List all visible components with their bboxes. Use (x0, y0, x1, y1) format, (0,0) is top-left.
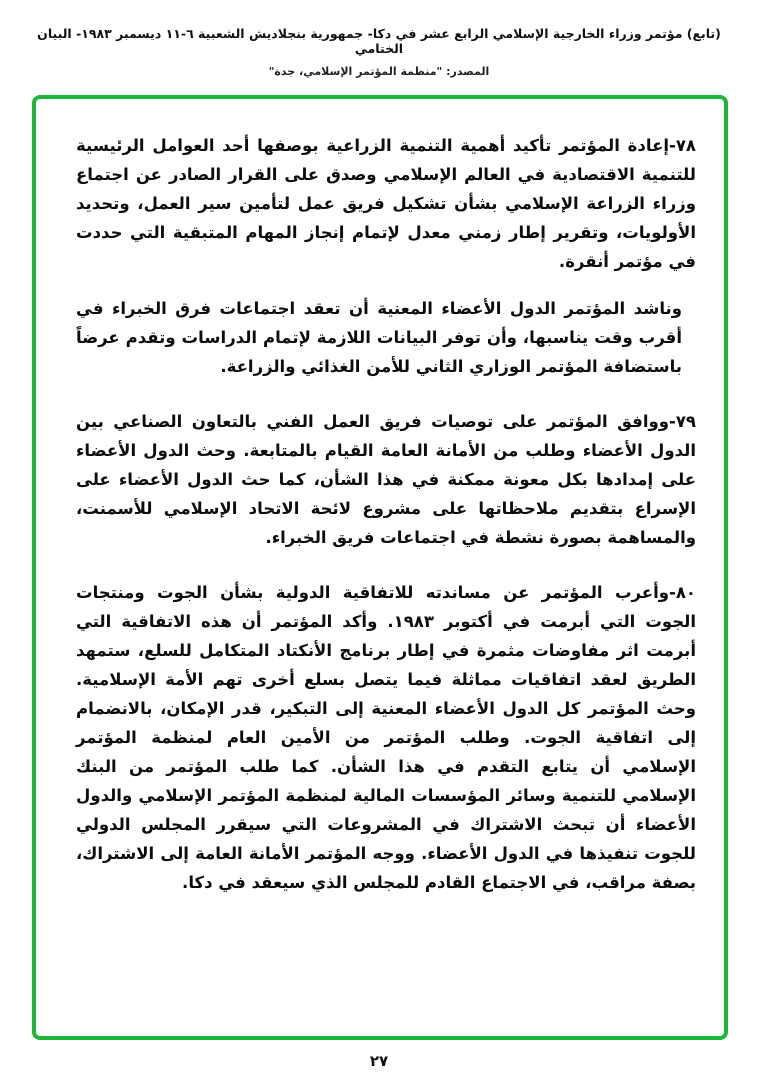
document-header (0, 0, 758, 78)
page-number: ٢٧ (369, 1052, 389, 1070)
header-title-line: (تابع) مؤتمر وزراء الخارجية الإسلامي الرابع عشر في دكا- جمهورية بنجلاديش الشعبية ٦-١١ ديسمبر ١٩٨٣- البيان الختامي (37, 26, 721, 56)
header-source-line: المصدر: "منظمة المؤتمر الإسلامي، جدة" (268, 65, 490, 78)
paragraph-79: ٧٩-ووافق المؤتمر على توصيات فريق العمل الفني بالتعاون الصناعي بين الدول الأعضاء وطلب من الأمانة العامة القيام بالمتابعة. وحث الدول الأعضاء على إمدادها بكل معونة ممكنة في هذا الشأن، كما حث الدول الأعضاء على الإسراع بتقديم ملاحظاتها على مشروع لائحة الاتحاد الإسلامي للأسمنت، والمساهمة بصورة نشطة في اجتماعات فريق الخبراء. (76, 412, 696, 547)
paragraph-78: ٧٨-إعادة المؤتمر تأكيد أهمية التنمية الزراعية بوصفها أحد العوامل الرئيسية للتنمية الاقتصادية في العالم الإسلامي وصدق على القرار الصادر عن اجتماع وزراء الزراعة الإسلامي بشأن تشكيل فريق عمل لتأمين سير العمل، وتحديد الأولويات، وتقرير إطار زمني معدل لإتمام إنجاز المهام المتبقية التي حددت في مؤتمر أنقرة. (76, 136, 696, 271)
content-border-box (32, 95, 728, 1040)
paragraph-78-continuation: وناشد المؤتمر الدول الأعضاء المعنية أن تعقد اجتماعات فرق الخبراء في أقرب وقت يناسبها، وأن توفر البيانات اللازمة لإتمام الدراسات وتقدم عرضاً باستضافة المؤتمر الوزاري الثاني للأمن الغذائي والزراعة. (76, 299, 682, 376)
paragraph-80: ٨٠-وأعرب المؤتمر عن مساندته للاتفاقية الدولية بشأن الجوت ومنتجات الجوت التي أبرمت في أكتوبر ١٩٨٣. وأكد المؤتمر أن هذه الاتفاقية التي أبرمت اثر مفاوضات مثمرة في إطار برنامج الأنكتاد المتكامل للسلع، ستمهد الطريق لعقد اتفاقيات مماثلة فيما يتصل بسلع أخرى تهم الأمة الإسلامية. وحث المؤتمر كل الدول الأعضاء المعنية إلى التبكير، قدر الإمكان، بالانضمام إلى اتفاقية الجوت. وطلب المؤتمر من الأمين العام لمنظمة المؤتمر الإسلامي أن يتابع التقدم في هذا الشأن. كما طلب المؤتمر من البنك الإسلامي للتنمية وسائر المؤسسات المالية لمنظمة المؤتمر الإسلامي والدول الأعضاء أن تبحث الاشتراك في المشروعات التي سيقرر المجلس الدولي للجوت تنفيذها في الدول الأعضاء. ووجه المؤتمر الأمانة العامة إلى الاشتراك، بصفة مراقب، في الاجتماع القادم للمجلس الذي سيعقد في دكا. (76, 583, 696, 892)
